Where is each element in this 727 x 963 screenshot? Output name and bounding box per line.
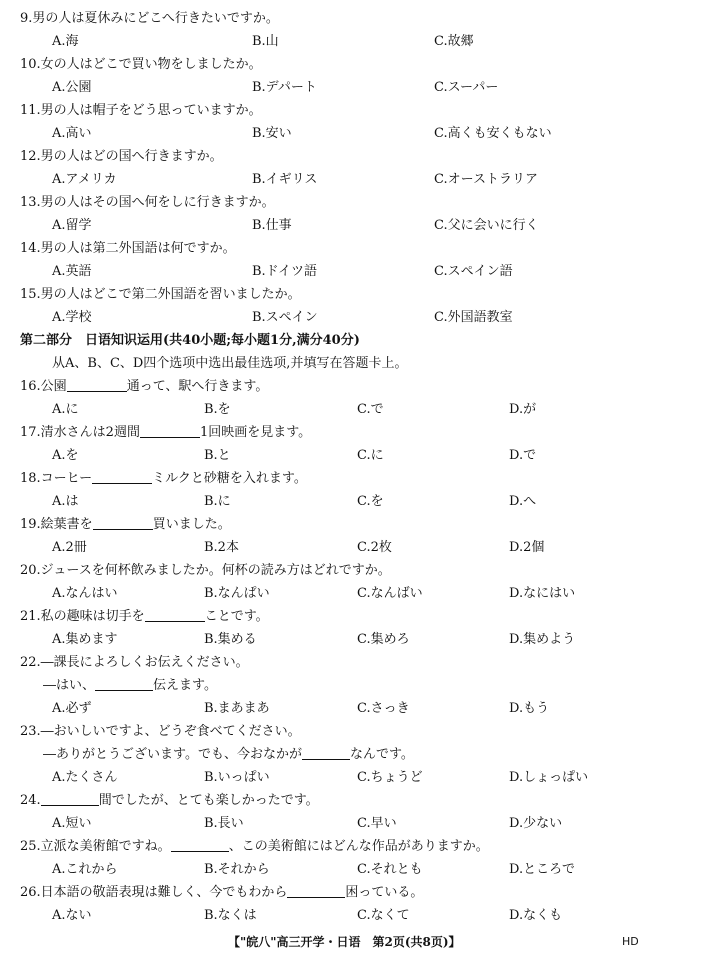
question-text: [20, 423, 311, 443]
option-c[interactable]: C.それとも: [357, 862, 423, 877]
option-a[interactable]: A.なんはい: [52, 586, 118, 601]
option-a[interactable]: A.これから: [52, 862, 118, 877]
question-text: 12.男の人はどの国へ行きますか。: [20, 149, 223, 164]
option-c[interactable]: C.2枚: [357, 540, 392, 555]
question-text: [20, 515, 231, 535]
question-stem: [0, 469, 727, 489]
stem-after-blank: 間でしたが、とても楽しかったです。: [98, 793, 319, 808]
answer-blank: [93, 515, 153, 530]
options-row: [0, 78, 727, 98]
answer-blank: [140, 423, 200, 438]
question-stem: [0, 791, 727, 811]
question-text: 22.―課長によろしくお伝えください。: [20, 655, 249, 670]
options-row: [0, 170, 727, 190]
question-stem: [0, 239, 727, 259]
question-text: [20, 469, 307, 489]
option-b[interactable]: B.なんぱい: [204, 586, 270, 601]
question-text: 9.男の人は夏休みにどこへ行きたいですか。: [20, 11, 279, 26]
option-b[interactable]: B.イギリス: [252, 172, 318, 187]
question-stem: [0, 837, 727, 857]
option-a[interactable]: A.集めます: [52, 632, 118, 647]
options-row: [0, 446, 727, 466]
stem-before-blank: 18.コーヒー: [20, 471, 93, 486]
option-d[interactable]: D.少ない: [509, 816, 563, 831]
stem-before-blank: ―ありがとうございます。でも、今おなかが: [43, 747, 302, 762]
option-d[interactable]: D.集めよう: [509, 632, 576, 647]
footer-page-info: 【"皖八"高三开学・日语 第2页(共8页)】: [228, 935, 461, 949]
option-a[interactable]: A.英語: [52, 264, 92, 279]
option-c[interactable]: C.なんばい: [357, 586, 423, 601]
options-row: [0, 32, 727, 52]
options-row: [0, 584, 727, 604]
question-text: [20, 883, 423, 903]
option-b[interactable]: B.スペイン: [252, 310, 318, 325]
option-d[interactable]: D.しょっぱい: [509, 770, 589, 785]
section-title: 第二部分 日语知识运用(共40小题;每小题1分,满分40分): [20, 333, 360, 348]
option-b[interactable]: B.を: [204, 402, 231, 417]
options-row: [0, 860, 727, 880]
answer-blank: [41, 791, 99, 806]
question-stem: [0, 561, 727, 581]
answer-blank: [287, 883, 345, 898]
option-b[interactable]: B.なくは: [204, 908, 257, 923]
section-instruction: [0, 354, 727, 374]
option-d[interactable]: D.で: [509, 448, 537, 463]
option-c[interactable]: C.高くも安くもない: [434, 126, 552, 141]
stem-after-blank: 伝えます。: [153, 678, 217, 693]
instruction-text: 从A、B、C、D四个选项中选出最佳选项,并填写在答题卡上。: [52, 356, 408, 371]
answer-blank: [95, 676, 153, 691]
stem-after-blank: なんです。: [349, 747, 414, 762]
options-row: [0, 124, 727, 144]
option-b[interactable]: B.ドイツ語: [252, 264, 318, 279]
footer-code: HD: [622, 935, 639, 948]
options-row: [0, 400, 727, 420]
option-c[interactable]: C.父に会いに行く: [434, 218, 539, 233]
stem-before-blank: 26.日本語の敬語表現は難しく、今でもわから: [20, 885, 288, 900]
question-text: 11.男の人は帽子をどう思っていますか。: [20, 103, 262, 118]
option-a[interactable]: A.短い: [52, 816, 92, 831]
option-c[interactable]: C.スペイン語: [434, 264, 513, 279]
option-a[interactable]: A.海: [52, 34, 79, 49]
question-stem: [0, 377, 727, 397]
question-text: 23.―おいしいですよ、どうぞ食べてください。: [20, 724, 301, 739]
reply-text: [43, 676, 217, 696]
options-row: [0, 492, 727, 512]
stem-after-blank: 1回映画を見ます。: [199, 425, 312, 440]
option-d[interactable]: D.が: [509, 402, 537, 417]
option-c[interactable]: C.に: [357, 448, 384, 463]
stem-before-blank: 16.公園: [20, 379, 67, 394]
option-b[interactable]: B.デパート: [252, 80, 317, 95]
options-row: [0, 768, 727, 788]
question-reply: [0, 676, 727, 696]
question-stem: [0, 9, 727, 29]
option-a[interactable]: A.2冊: [52, 540, 87, 555]
option-c[interactable]: C.スーパー: [434, 80, 499, 95]
option-b[interactable]: B.仕事: [252, 218, 292, 233]
question-stem: [0, 883, 727, 903]
option-c[interactable]: C.故郷: [434, 34, 474, 49]
stem-before-blank: 19.絵葉書を: [20, 517, 93, 532]
option-b[interactable]: B.山: [252, 34, 279, 49]
option-b[interactable]: B.集める: [204, 632, 257, 647]
option-a[interactable]: A.を: [52, 448, 79, 463]
option-d[interactable]: D.2個: [509, 540, 545, 555]
option-a[interactable]: A.アメリカ: [52, 172, 117, 187]
stem-after-blank: 、この美術館にはどんな作品がありますか。: [228, 839, 489, 854]
option-a[interactable]: A.必ず: [52, 701, 92, 716]
answer-blank: [92, 469, 152, 484]
stem-after-blank: 通って、駅へ行きます。: [126, 379, 269, 394]
question-stem: [0, 515, 727, 535]
stem-before-blank: 21.私の趣味は切手を: [20, 609, 145, 624]
option-c[interactable]: C.を: [357, 494, 384, 509]
question-reply: [0, 745, 727, 765]
question-stem: [0, 101, 727, 121]
option-d[interactable]: D.なにはい: [509, 586, 576, 601]
answer-blank: [302, 745, 350, 760]
option-b[interactable]: B.2本: [204, 540, 239, 555]
option-d[interactable]: D.なくも: [509, 908, 563, 923]
options-row: [0, 308, 727, 328]
options-row: [0, 630, 727, 650]
question-stem: [0, 423, 727, 443]
stem-after-blank: ミルクと砂糖を入れます。: [152, 471, 307, 486]
option-b[interactable]: B.長い: [204, 816, 244, 831]
option-b[interactable]: B.それから: [204, 862, 270, 877]
option-d[interactable]: D.ところで: [509, 862, 575, 877]
question-text: [20, 607, 269, 627]
page-footer: [0, 933, 727, 951]
options-row: [0, 538, 727, 558]
question-stem: [0, 607, 727, 627]
question-text: [20, 791, 319, 811]
answer-blank: [171, 837, 229, 852]
option-c[interactable]: C.外国語教室: [434, 310, 513, 325]
option-d[interactable]: D.へ: [509, 494, 537, 509]
option-c[interactable]: C.ちょうど: [357, 770, 423, 785]
reply-text: [43, 745, 414, 765]
option-c[interactable]: C.集めろ: [357, 632, 410, 647]
question-text: 20.ジュースを何杯飲みましたか。何杯の読み方はどれですか。: [20, 563, 391, 578]
option-b[interactable]: B.いっぱい: [204, 770, 270, 785]
option-a[interactable]: A.高い: [52, 126, 92, 141]
answer-blank: [145, 607, 205, 622]
option-c[interactable]: C.オーストラリア: [434, 172, 538, 187]
options-row: [0, 262, 727, 282]
option-a[interactable]: A.ない: [52, 908, 92, 923]
stem-after-blank: ことです。: [204, 609, 269, 624]
question-stem: [0, 285, 727, 305]
question-stem: [0, 653, 727, 673]
option-c[interactable]: C.さっき: [357, 701, 410, 716]
question-stem: [0, 55, 727, 75]
options-row: [0, 906, 727, 926]
question-text: 13.男の人はその国へ何をしに行きますか。: [20, 195, 275, 210]
option-c[interactable]: C.早い: [357, 816, 397, 831]
option-a[interactable]: A.たくさん: [52, 770, 118, 785]
options-row: [0, 814, 727, 834]
options-row: [0, 699, 727, 719]
stem-before-blank: 25.立派な美術館ですね。: [20, 839, 171, 854]
question-text: 10.女の人はどこで買い物をしましたか。: [20, 57, 262, 72]
option-a[interactable]: A.公園: [52, 80, 92, 95]
stem-after-blank: 困っている。: [345, 885, 424, 900]
option-c[interactable]: C.なくて: [357, 908, 410, 923]
option-b[interactable]: B.まあまあ: [204, 701, 270, 716]
question-stem: [0, 147, 727, 167]
option-a[interactable]: A.学校: [52, 310, 92, 325]
section-heading: [0, 331, 727, 351]
stem-before-blank: 17.清水さんは2週間: [20, 425, 140, 440]
option-b[interactable]: B.安い: [252, 126, 292, 141]
question-stem: [0, 722, 727, 742]
option-a[interactable]: A.に: [52, 402, 79, 417]
stem-before-blank: ―はい、: [43, 678, 96, 693]
option-d[interactable]: D.もう: [509, 701, 550, 716]
option-c[interactable]: C.で: [357, 402, 384, 417]
option-b[interactable]: B.と: [204, 448, 231, 463]
option-a[interactable]: A.留学: [52, 218, 92, 233]
stem-before-blank: 24.: [20, 793, 41, 808]
answer-blank: [67, 377, 127, 392]
options-row: [0, 216, 727, 236]
question-text: 15.男の人はどこで第二外国語を習いましたか。: [20, 287, 301, 302]
question-text: [20, 377, 268, 397]
stem-after-blank: 買いました。: [152, 517, 231, 532]
question-stem: [0, 193, 727, 213]
question-text: [20, 837, 489, 857]
option-b[interactable]: B.に: [204, 494, 231, 509]
question-text: 14.男の人は第二外国語は何ですか。: [20, 241, 236, 256]
option-a[interactable]: A.は: [52, 494, 79, 509]
